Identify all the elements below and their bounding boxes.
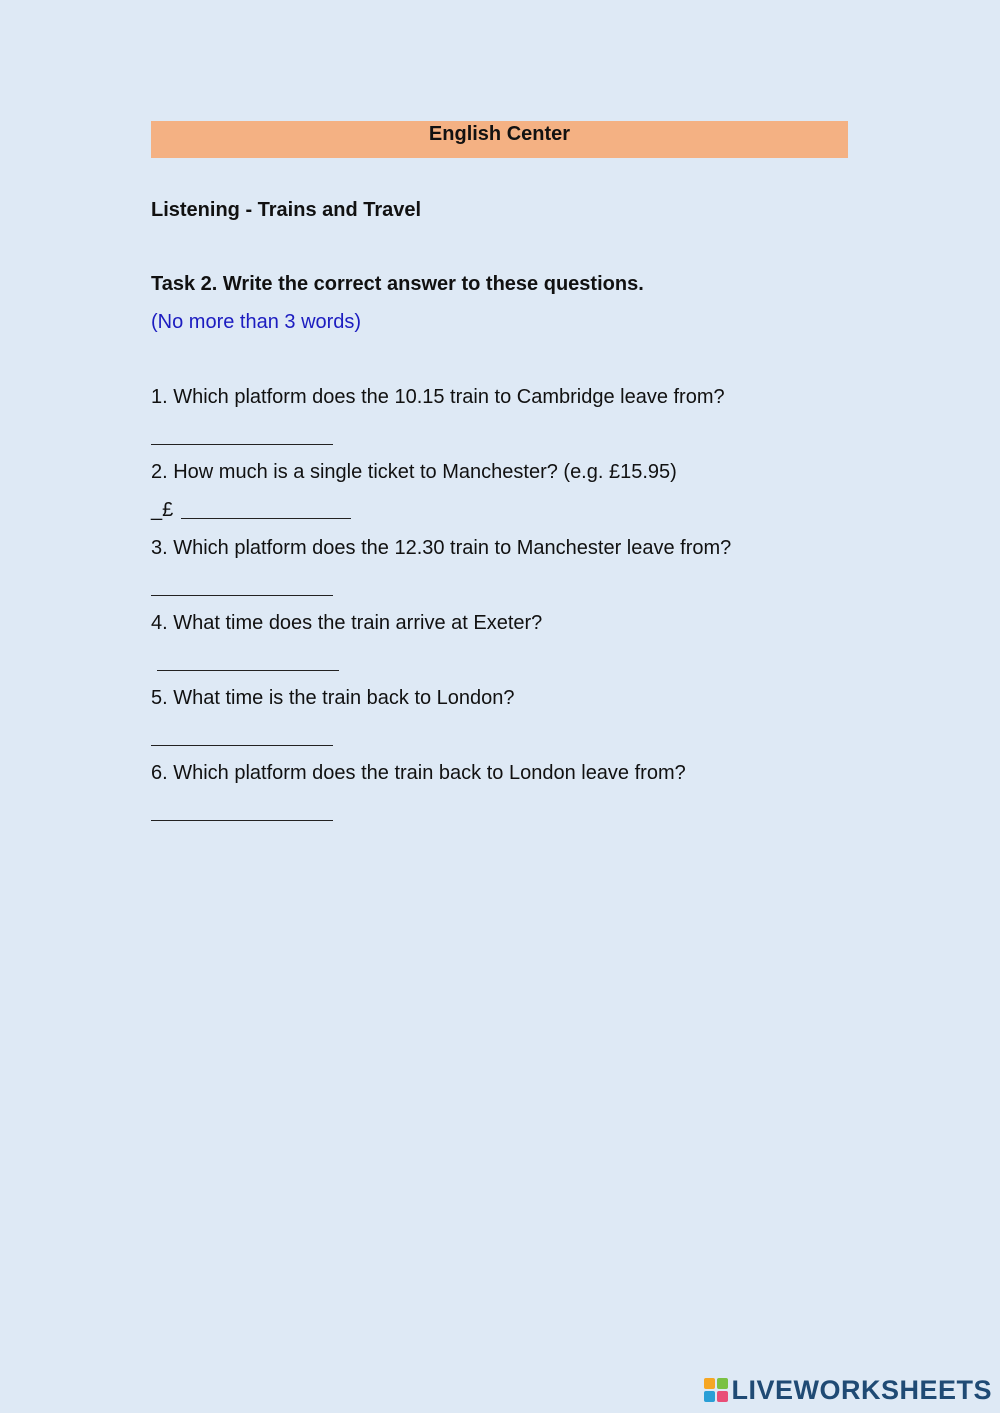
worksheet-subtitle: Listening - Trains and Travel — [151, 199, 422, 221]
answer-6-input[interactable] — [151, 820, 333, 821]
answer-1-input[interactable] — [151, 444, 333, 445]
header-bar — [151, 121, 848, 158]
answer-5-input[interactable] — [151, 745, 333, 746]
logo-cell — [717, 1378, 728, 1389]
task-note: (No more than 3 words) — [151, 311, 362, 333]
answer-3-input[interactable] — [151, 595, 333, 596]
logo-cell — [704, 1378, 715, 1389]
question-4: 4. What time does the train arrive at Exeter? — [151, 612, 543, 634]
question-2: 2. How much is a single ticket to Manchester? (e.g. £15.95) — [151, 461, 677, 483]
logo-cell — [704, 1391, 715, 1402]
answer-2-input[interactable] — [181, 518, 351, 519]
page-title: English Center — [428, 123, 571, 145]
answer-4-input[interactable] — [157, 670, 339, 671]
question-3: 3. Which platform does the 12.30 train to Manchester leave from? — [151, 537, 732, 559]
question-6: 6. Which platform does the train back to London leave from? — [151, 762, 686, 784]
logo-text: LIVEWORKSHEETS — [731, 1375, 992, 1405]
question-1: 1. Which platform does the 10.15 train to Cambridge leave from? — [151, 386, 725, 408]
logo-cell — [717, 1391, 728, 1402]
question-5: 5. What time is the train back to London? — [151, 687, 515, 709]
task-heading: Task 2. Write the correct answer to these questions. — [151, 273, 644, 295]
liveworksheets-logo — [704, 1375, 992, 1405]
logo-mark-icon — [704, 1378, 728, 1402]
answer-2-prefix: _£ — [151, 499, 174, 521]
